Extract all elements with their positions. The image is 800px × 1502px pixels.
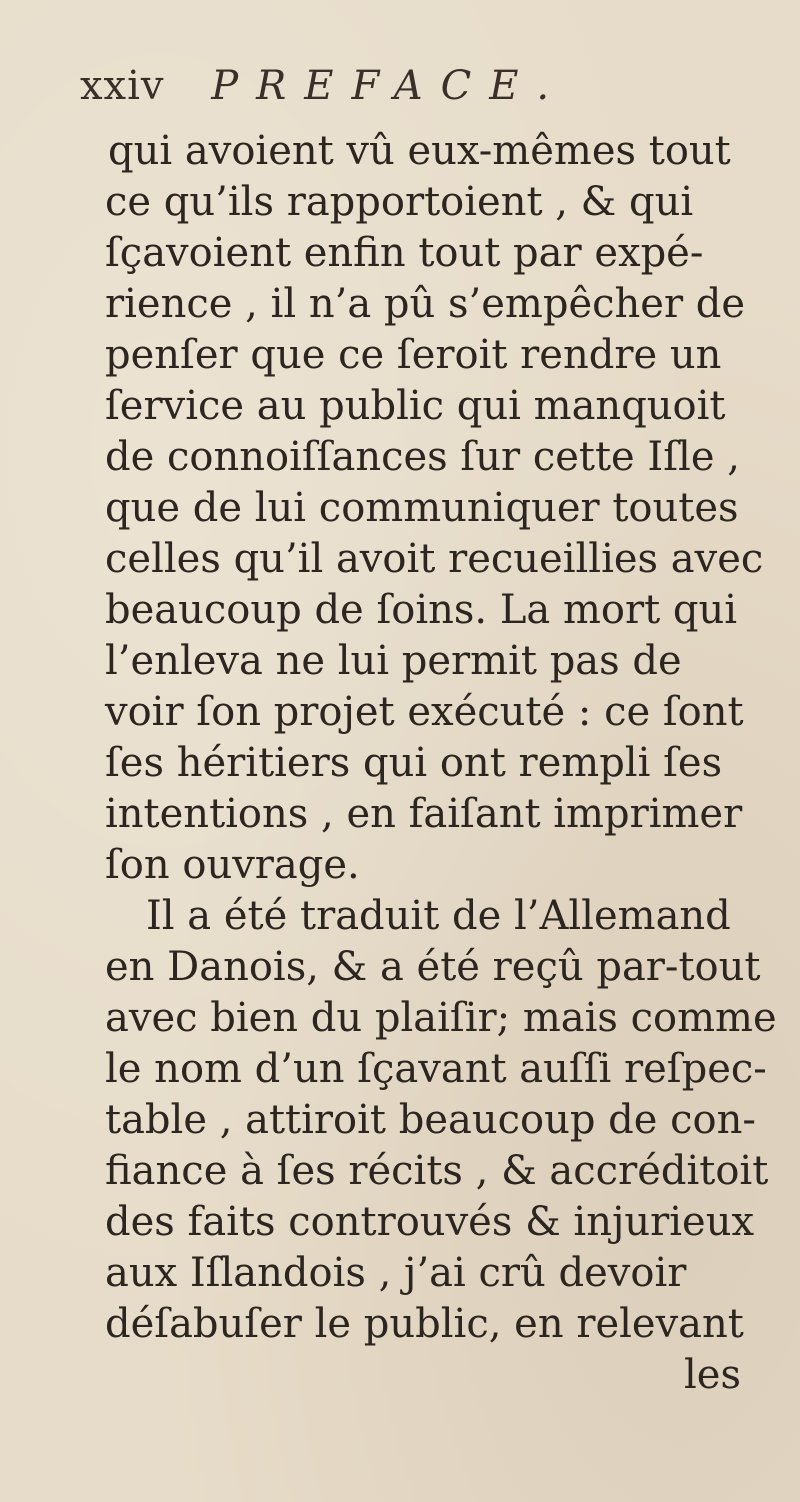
text-line: le nom d’un ſçavant auſſi reſpec- <box>105 1046 767 1092</box>
text-line: beaucoup de ſoins. La mort qui <box>105 587 738 633</box>
text-line: ſçavoient enfin tout par expé- <box>105 230 704 276</box>
text-line: ce qu’ils rapportoient , & qui <box>105 179 694 225</box>
text-line: rience , il n’a pû s’empêcher de <box>105 281 746 327</box>
text-line: ſervice au public qui manquoit <box>105 383 726 429</box>
text-line: voir ſon projet exécuté : ce ſont <box>105 689 744 735</box>
text-line: des faits controuvés & injurieux <box>105 1199 755 1245</box>
text-line: avec bien du plaiſir; mais comme <box>105 995 777 1041</box>
text-line: penſer que ce ſeroit rendre un <box>105 332 722 378</box>
text-line: intentions , en faiſant imprimer <box>105 791 743 837</box>
running-title: PREFACE. <box>211 63 568 109</box>
text-line: déſabuſer le public, en relevant <box>105 1301 744 1347</box>
text-line: table , attiroit beaucoup de con- <box>105 1097 756 1143</box>
page-number: xxiv <box>80 63 165 109</box>
text-line: celles qu’il avoit recueillies avec <box>105 536 764 582</box>
text-line: fiance à ſes récits , & accréditoit <box>105 1148 769 1194</box>
text-line: qui avoient vû eux-mêmes tout <box>108 128 731 174</box>
text-line: que de lui communiquer toutes <box>105 485 739 531</box>
text-line: aux Iſlandois , j’ai crû devoir <box>105 1250 687 1296</box>
paragraph-start-line: Il a été traduit de l’Allemand <box>146 893 731 939</box>
text-line: de connoiſſances ſur cette Iſle , <box>105 434 740 480</box>
text-line: l’enleva ne lui permit pas de <box>105 638 682 684</box>
text-line: ſes héritiers qui ont rempli ſes <box>105 740 723 786</box>
text-line: en Danois, & a été reçû par-tout <box>105 944 761 990</box>
catchword: les <box>684 1352 741 1398</box>
text-line: ſon ouvrage. <box>105 842 360 888</box>
